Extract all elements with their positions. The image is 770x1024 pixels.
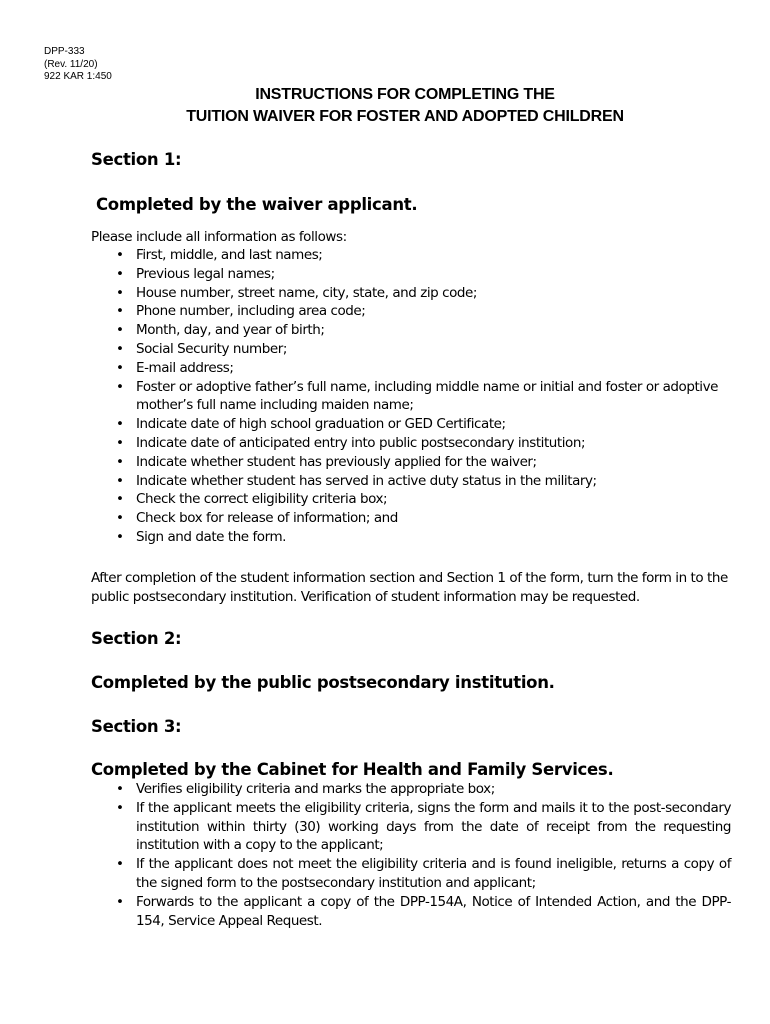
list-item: • First, middle, and last names;: [116, 247, 323, 263]
bullet-icon: •: [116, 322, 124, 339]
section-3-heading: Section 3:: [91, 717, 182, 736]
list-item: • Sign and date the form.: [116, 528, 287, 545]
bullet-icon: •: [116, 284, 124, 301]
list-item: • Phone number, including area code;: [116, 303, 366, 320]
bullet-icon: •: [116, 303, 124, 320]
list-item: • Indicate date of anticipated entry into public postsecondary institution;: [116, 434, 586, 451]
list-item: • If the applicant does not meet the eligibility criteria and is found ineligible, returns a copy of the signed form to the postsecondary institution and applicant;: [116, 856, 731, 891]
list-item: • Social Security number;: [116, 340, 287, 357]
form-regulation: 922 KAR 1:450: [44, 71, 112, 82]
bullet-icon: •: [116, 434, 124, 451]
bullet-icon: •: [116, 340, 124, 357]
bullet-icon: •: [116, 265, 124, 282]
bullet-icon: •: [116, 781, 124, 797]
bullet-icon: •: [116, 799, 124, 816]
title-line-2: TUITION WAIVER FOR FOSTER AND ADOPTED CHILDREN: [186, 108, 624, 125]
form-revision: (Rev. 11/20): [44, 58, 98, 70]
section-1-list: [91, 246, 731, 547]
title-line-1: INSTRUCTIONS FOR COMPLETING THE: [255, 86, 555, 103]
bullet-icon: •: [116, 856, 124, 873]
form-number: DPP-333: [44, 46, 85, 57]
form-identifier: [44, 46, 112, 84]
section-1-heading: Section 1:: [91, 150, 182, 169]
list-item: • Indicate whether student has previously applied for the waiver;: [116, 453, 537, 470]
section-1-intro: Please include all information as follows:: [91, 229, 347, 245]
list-item: • Indicate whether student has served in active duty status in the military;: [116, 472, 597, 489]
bullet-icon: •: [116, 378, 124, 395]
list-item: • Indicate date of high school graduation or GED Certificate;: [116, 416, 506, 433]
list-item: • Previous legal names;: [116, 265, 275, 282]
bullet-icon: •: [116, 510, 124, 527]
bullet-icon: •: [116, 472, 124, 489]
list-item: • House number, street name, city, state, and zip code;: [116, 284, 477, 301]
section-2-subheading: Completed by the public postsecondary institution.: [91, 673, 555, 692]
bullet-icon: •: [116, 416, 124, 433]
section-3-subheading: Completed by the Cabinet for Health and Family Services.: [91, 760, 614, 779]
bullet-icon: •: [116, 491, 124, 508]
list-item: • Check box for release of information; and: [116, 510, 398, 527]
bullet-icon: •: [116, 247, 124, 263]
list-item: • Forwards to the applicant a copy of the DPP-154A, Notice of Intended Action, and the DPP-154, Service Appeal Request.: [116, 893, 731, 929]
list-item: • Verifies eligibility criteria and marks the appropriate box;: [116, 781, 495, 797]
list-item: • Foster or adoptive father’s full name, including middle name or initial and foster or adoptive mother’s full name including maiden name;: [116, 378, 718, 414]
section-1-after-paragraph: After completion of the student information section and Section 1 of the form, turn the form in to the public postsecondary institution. Verification of student information may be requested.: [91, 570, 728, 605]
list-item: • E-mail address;: [116, 359, 234, 376]
bullet-icon: •: [116, 893, 124, 910]
section-2-heading: Section 2:: [91, 629, 182, 648]
bullet-icon: •: [116, 359, 124, 376]
list-item: • If the applicant meets the eligibility criteria, signs the form and mails it to the post-secondary institution within thirty (30) working days from the date of receipt from the requesting institution with a copy to the applicant;: [116, 799, 731, 854]
bullet-icon: •: [116, 453, 124, 470]
bullet-icon: •: [116, 528, 124, 545]
document-title: [0, 84, 770, 128]
section-1-subheading: Completed by the waiver applicant.: [96, 195, 418, 214]
section-3-list: [91, 780, 731, 930]
list-item: • Month, day, and year of birth;: [116, 322, 325, 339]
list-item: • Check the correct eligibility criteria box;: [116, 491, 388, 508]
